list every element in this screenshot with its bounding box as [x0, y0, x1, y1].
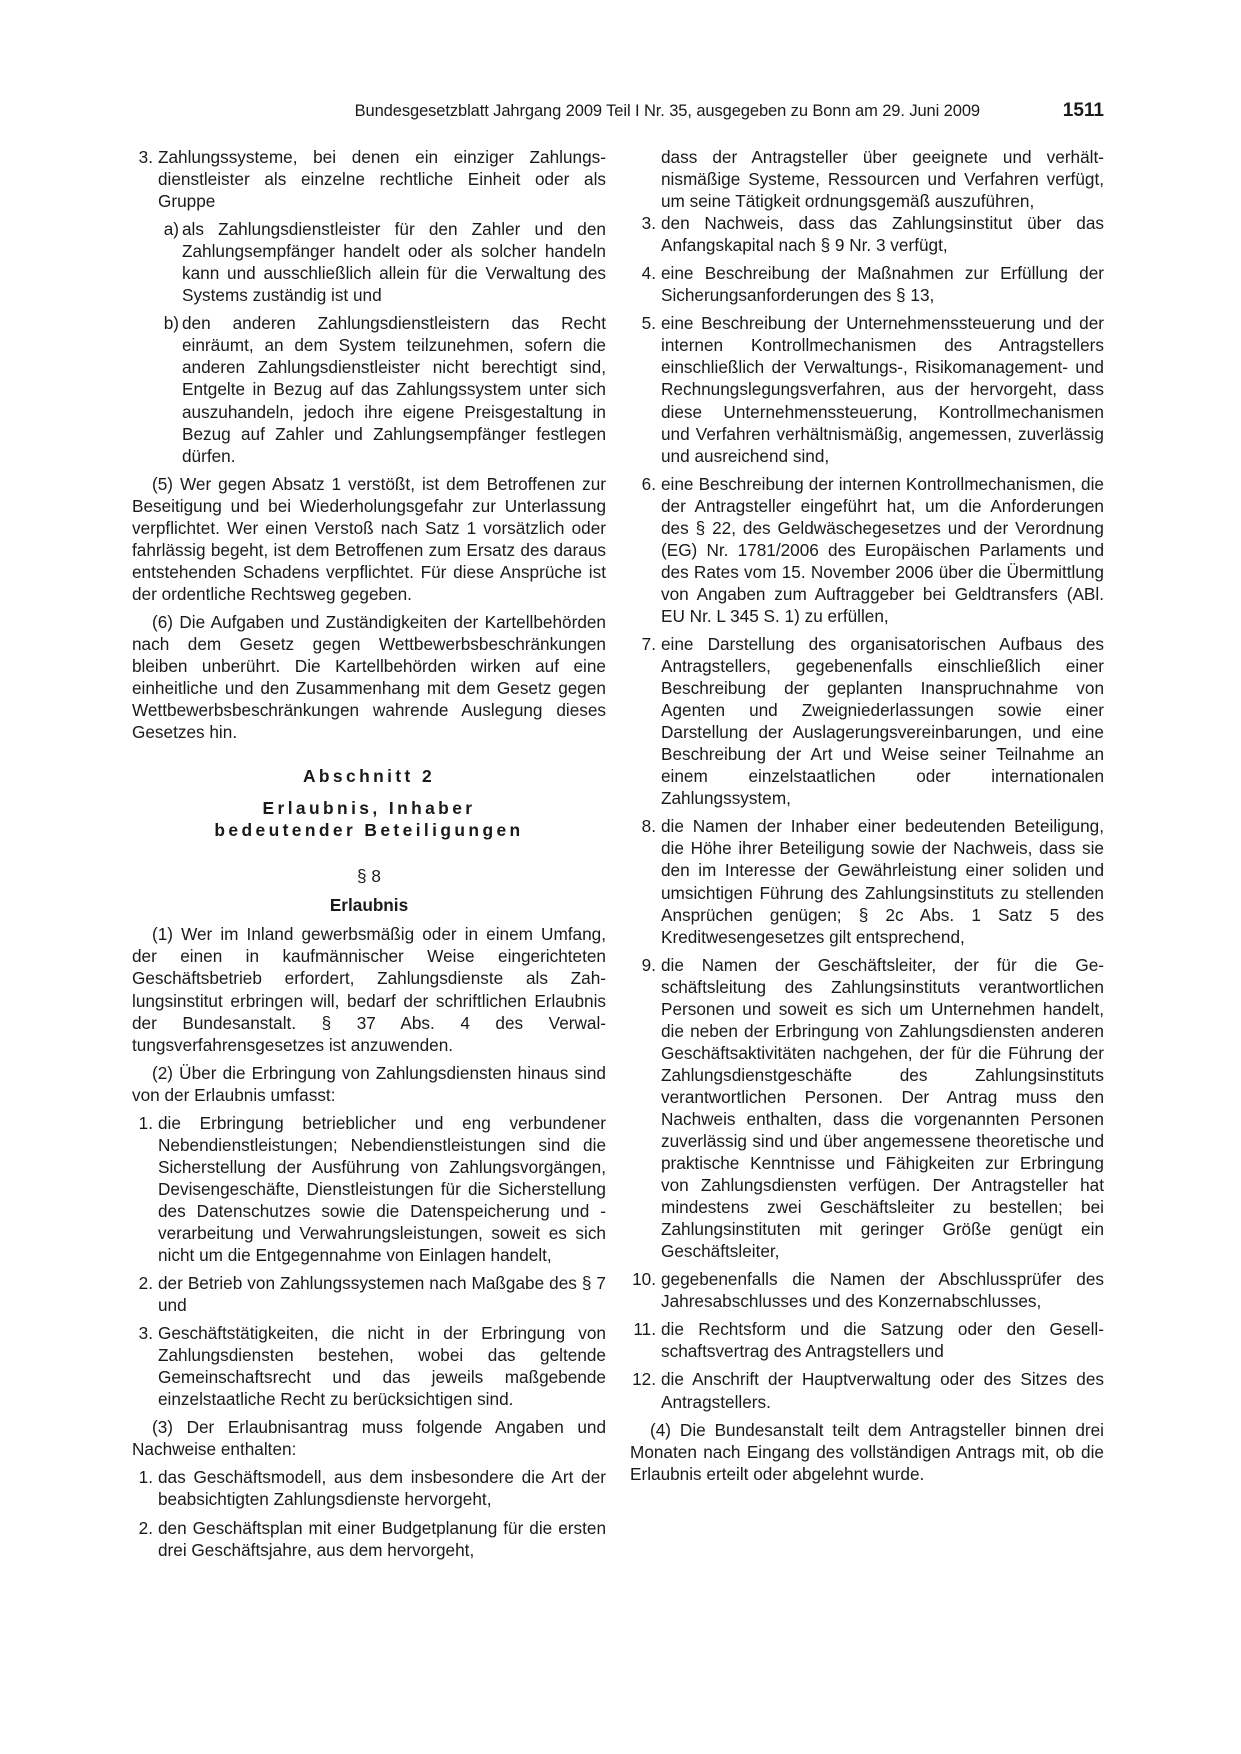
paragraph-sign: § 8	[357, 866, 381, 887]
paragraph: (2) Über die Erbringung von Zahlungsdiensten hinaus sind von der Erlaubnis umfasst:	[132, 1062, 606, 1105]
list-number: 2.	[138, 1273, 153, 1294]
paragraph: (5) Wer gegen Absatz 1 verstößt, ist dem Betroffenen zur Beseitigung und bei Wiederholungsgefahr zur Unterlassung verpflichtet. Wer einen Verstoß nach Satz 1 vorsätzlich oder fahrlässig begeht, ist dem Betroffenen zum Ersatz des daraus entstehenden Schadens verpflichtet. Für diese Ansprüche ist der ordentliche Rechtsweg gegeben.	[132, 473, 606, 604]
list-item	[158, 218, 606, 306]
paragraph: (4) Die Bundesanstalt teilt dem Antragsteller binnen drei Monaten nach Eingang des vollständigen Antrags mit, ob die Erlaubnis erteilt oder abgelehnt wurde.	[630, 1419, 1104, 1484]
list-number: 4.	[641, 263, 656, 284]
list-item	[132, 1322, 606, 1410]
list-number: b)	[163, 313, 179, 334]
list-number: 1.	[138, 1112, 153, 1133]
list-text: als Zahlungsdienstleister für den Zahler und den Zahlungsempfänger handelt oder als solcher handeln kann und ausschließlich allein für die Verwaltung des Systems zuständig ist und	[182, 219, 606, 306]
list-number: 8.	[641, 816, 656, 837]
list-text: eine Beschreibung der Unternehmenssteuerung und der internen Kontrollmechanismen des Antragstellers einschließlich der Verwaltungs-, Risikomanagement- und Rechnungslegungsverfahren, aus der hervorgeht, dass diese Unternehmenssteuerung, Kontrollmechanismen und Verfahren verhältnismäßig, angemessen, zuverlässig und ausreichend sind,	[661, 313, 1104, 466]
list-item	[630, 1268, 1104, 1312]
list-number: 3.	[138, 1323, 153, 1344]
list-text: eine Darstellung des organisatorischen Aufbaus des Antragstellers, gegebenenfalls einschließlich einer Beschreibung der geplanten Inanspruchnahme von Agenten und Zweigniederlassungen sowie einer Darstellung der Auslagerungsvereinbarungen, und eine Beschreibung der Art und Weise seiner Teilnahme an einem einzelstaatlichen oder internationalen Zahlungssystem,	[661, 633, 1104, 809]
section-label: Abschnitt 2	[302, 766, 436, 787]
list-item	[630, 473, 1104, 627]
section-title-line: bedeutender Beteiligungen	[214, 820, 524, 841]
list-text: eine Beschreibung der Maßnahmen zur Erfüllung der Sicherungsanforderungen des § 13,	[661, 263, 1104, 306]
list-text: die Namen der Inhaber einer bedeutenden Beteiligung, die Höhe ihrer Beteiligung sowie der Nachweis, dass sie den im Interesse der Gewährleistung einer soliden und umsichtigen Führung des Zahlungsinstituts zu stellenden Ansprüchen genügen; § 2c Abs. 1 Satz 5 des Kreditwesengesetzes gilt entsprechend,	[661, 816, 1104, 947]
running-title: Bundesgesetzblatt Jahrgang 2009 Teil I Nr. 35, ausgegeben zu Bonn am 29. Juni 2009	[354, 102, 980, 120]
list-number: 11.	[633, 1319, 656, 1340]
list-number: 2.	[138, 1517, 153, 1538]
list-text: die Namen der Geschäftsleiter, der für die Geschäftsleitung des Zahlungsinstituts verantwortlichen Personen und soweit es sich um Unternehmen handelt, die neben der Erbringung von Zahlungsdiensten anderen Geschäftsaktivitäten nachgehen, der für die Führung der Zahlungsdienstgeschäfte des Zahlungsinstituts verantwortlichen Personen. Der Antrag muss den Nachweis enthalten, dass die vorgenannten Personen zuverlässig sind und über angemessene theoretische und praktische Kenntnisse und Fähigkeiten zur Erbringung von Zahlungsdiensten verfügen. Der Antragsteller hat mindestens zwei Geschäftsleiter zu bestellen; bei Zahlungsinstituten mit geringer Größe genügt ein Geschäftsleiter,	[661, 954, 1104, 1262]
right-column	[630, 146, 1104, 1491]
list-item	[630, 1318, 1104, 1362]
list-text: die Erbringung betrieblicher und eng verbundener Nebendienstleistungen; Nebendienstleistungen sind die Sicherstellung der Ausführung von Zahlungsvorgängen, Devisengeschäfte, Dienstleistungen für die Sicherstellung des Datenschutzes sowie die Datenspeicherung und -verarbeitung und Verwahrungsleistungen, soweit es sich nicht um die Entgegennahme von Einlagen handelt,	[158, 1112, 606, 1266]
list-number: 7.	[641, 633, 656, 654]
list-item	[630, 815, 1104, 947]
list-text: eine Beschreibung der internen Kontrollmechanismen, die der Antragsteller eingeführt hat, um die Anforderungen des § 22, des Geldwäschegesetzes und der Verordnung (EG) Nr. 1781/2006 des Europäischen Parlaments und des Rates vom 15. November 2006 über die Übermittlung von Angaben zum Auftraggeber bei Geldtransfers (ABl. EU Nr. L 345 S. 1) zu erfüllen,	[661, 473, 1104, 626]
list-text: der Betrieb von Zahlungssystemen nach Maßgabe des § 7 und	[158, 1273, 606, 1316]
paragraph-title: Erlaubnis	[329, 895, 409, 916]
list-item	[158, 312, 606, 466]
list-item	[132, 1112, 606, 1266]
page-header	[132, 100, 1104, 126]
list-number: 5.	[641, 313, 656, 334]
list-item	[630, 262, 1104, 306]
list-number: 12.	[632, 1369, 656, 1390]
list-number: a)	[163, 219, 179, 240]
list-item	[132, 146, 606, 212]
list-text: das Geschäftsmodell, aus dem insbesondere die Art der beabsichtigten Zahlungsdienste hervorgeht,	[158, 1467, 606, 1510]
list-text: die Anschrift der Hauptverwaltung oder des Sitzes des Antragstellers.	[661, 1369, 1104, 1412]
list-text: den Nachweis, dass das Zahlungsinstitut über das Anfangskapital nach § 9 Nr. 3 verfügt,	[661, 213, 1104, 256]
list-text: gegebenenfalls die Namen der Abschlussprüfer des Jahresabschlusses und des Konzernabschlusses,	[661, 1269, 1104, 1312]
list-text: Geschäftstätigkeiten, die nicht in der Erbringung von Zahlungsdiensten bestehen, wobei das geltende Gemeinschaftsrecht und das jeweils maßgebende einzelstaatliche Recht zu berücksichtigen sind.	[158, 1323, 606, 1410]
list-item	[132, 1272, 606, 1316]
list-number: 3.	[641, 213, 656, 234]
paragraph: (6) Die Aufgaben und Zuständigkeiten der Kartellbehörden nach dem Gesetz gegen Wettbewerbsbeschränkungen bleiben unberührt. Die Kartellbehörden wirken auf eine einheitliche und den Zusammenhang mit dem Gesetz gegen Wettbewerbsbeschränkungen wahrende Auslegung dieses Gesetzes hin.	[132, 611, 606, 743]
page-number: 1511	[1062, 100, 1104, 121]
section-title	[132, 797, 606, 841]
list-item	[630, 633, 1104, 809]
list-continuation	[630, 146, 1104, 212]
list-text: den anderen Zahlungsdienstleistern das Recht einräumt, an dem System teilzunehmen, sofern die anderen Zahlungsdienstleister nicht berechtigt sind, Entgelte in Bezug auf das Zahlungssystem unter sich auszuhandeln, jedoch ihre eigene Preisgestaltung in Bezug auf Zahler und Zahlungsempfänger festlegen dürfen.	[182, 313, 606, 466]
list-item	[132, 1517, 606, 1561]
list-text: dass der Antragsteller über geeignete und verhältnismäßige Systeme, Ressourcen und Verfahren verfügt, um seine Tätigkeit ordnungsgemäß auszuführen,	[661, 147, 1104, 212]
list-item	[630, 954, 1104, 1263]
list-text: den Geschäftsplan mit einer Budgetplanung für die ersten drei Geschäftsjahre, aus dem hervorgeht,	[158, 1517, 606, 1560]
left-column	[132, 146, 606, 1567]
list-item	[630, 212, 1104, 256]
list-number: 9.	[641, 954, 656, 975]
list-number: 1.	[138, 1467, 153, 1488]
list-item	[630, 312, 1104, 466]
list-item	[630, 1368, 1104, 1412]
list-number: 3.	[138, 147, 153, 167]
list-text: die Rechtsform und die Satzung oder den Gesellschaftsvertrag des Antragstellers und	[661, 1319, 1104, 1362]
list-text: Zahlungssysteme, bei denen ein einziger Zahlungsdienstleister als einzelne rechtliche Einheit oder als Gruppe	[158, 147, 606, 212]
list-number: 6.	[641, 473, 656, 494]
section-title-line: Erlaubnis, Inhaber	[262, 798, 476, 819]
paragraph: (3) Der Erlaubnisantrag muss folgende Angaben und Nachweise enthalten:	[132, 1417, 606, 1460]
list-item	[132, 1466, 606, 1510]
list-number: 10.	[632, 1269, 656, 1290]
paragraph: (1) Wer im Inland gewerbsmäßig oder in einem Umfang, der einen in kaufmännischer Weise eingerichteten Geschäftsbetrieb erfordert, Zahlungsdienste als Zahlungsinstitut erbringen will, bedarf der schriftlichen Erlaubnis der Bundesanstalt. § 37 Abs. 4 des Verwaltungsverfahrensgesetzes ist anzuwenden.	[132, 924, 606, 1055]
